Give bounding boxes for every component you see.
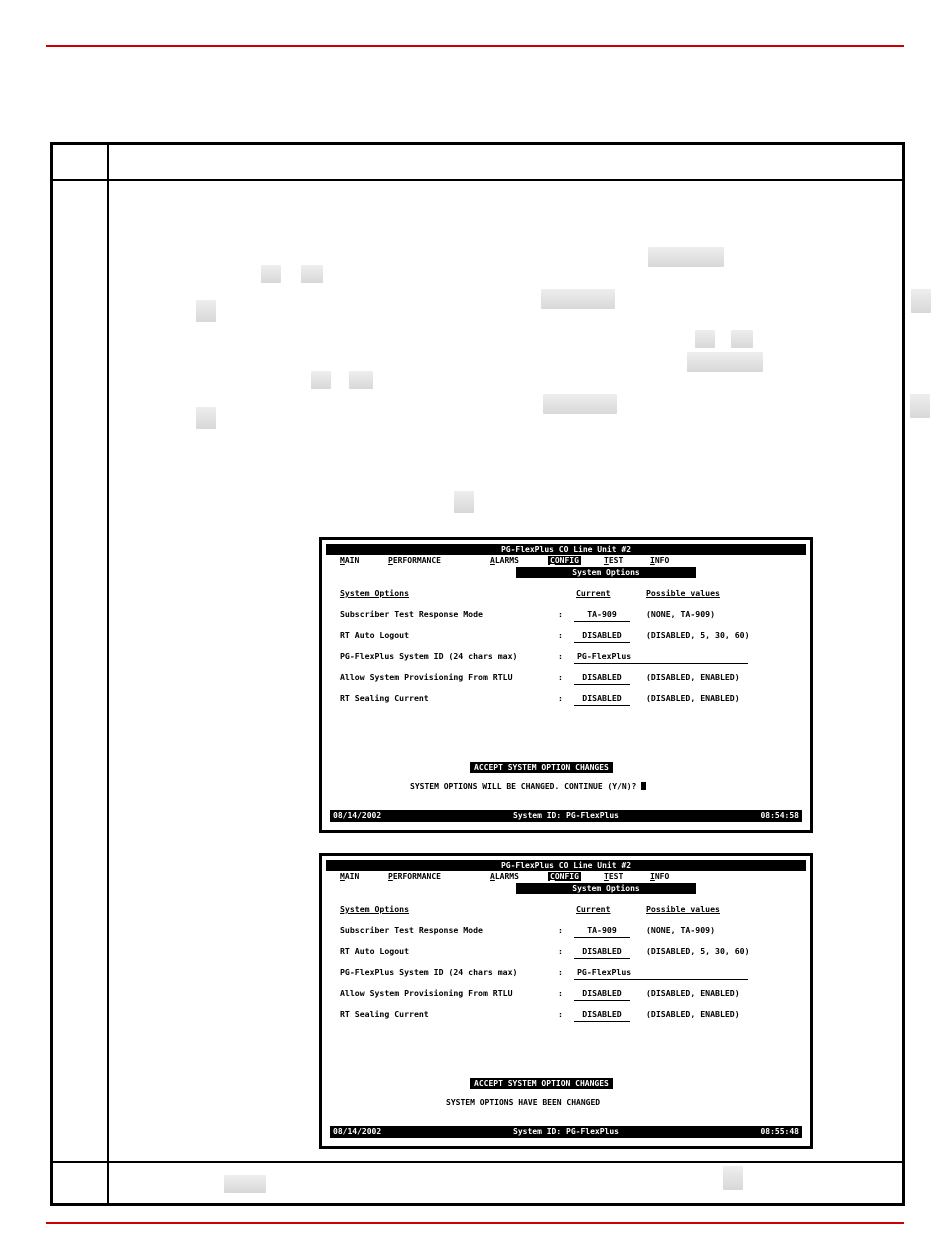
- option-possible-values: (DISABLED, 5, 30, 60): [646, 630, 750, 640]
- terminal-screenshot-confirm: [319, 537, 813, 833]
- column-header-section: System Options: [340, 588, 410, 598]
- menu-item-info[interactable]: INFO: [650, 872, 670, 881]
- redacted-text-block: [731, 330, 753, 348]
- option-possible-values: (DISABLED, ENABLED): [646, 693, 740, 703]
- status-bar: [330, 810, 802, 822]
- table-footer-row: [53, 1163, 902, 1203]
- header-content-cell: [109, 145, 902, 179]
- option-label: RT Sealing Current: [340, 693, 429, 703]
- option-possible-values: (DISABLED, ENABLED): [646, 988, 740, 998]
- option-row: [326, 609, 806, 630]
- option-possible-values: (DISABLED, ENABLED): [646, 672, 740, 682]
- document-table: [50, 142, 905, 1206]
- option-row: [326, 630, 806, 651]
- accept-system-option-changes-button[interactable]: ACCEPT SYSTEM OPTION CHANGES: [470, 1078, 613, 1089]
- submenu-system-options[interactable]: System Options: [516, 567, 696, 578]
- redacted-text-block: [349, 371, 373, 389]
- status-time: 08:54:58: [760, 811, 799, 820]
- redacted-text-block: [454, 491, 474, 513]
- option-label: RT Sealing Current: [340, 1009, 429, 1019]
- column-headers-row: [326, 588, 806, 609]
- redacted-text-block: [541, 289, 615, 309]
- column-header-current: Current: [576, 904, 611, 914]
- option-colon: :: [558, 925, 563, 935]
- option-colon: :: [558, 693, 563, 703]
- option-current-value[interactable]: PG-FlexPlus: [574, 967, 748, 980]
- menu-item-alarms[interactable]: ALARMS: [490, 872, 519, 881]
- option-current-value[interactable]: DISABLED: [574, 988, 630, 1001]
- footer-content-cell: [109, 1163, 902, 1203]
- menu-item-test[interactable]: TEST: [604, 556, 624, 565]
- menu-item-main[interactable]: MAIN: [340, 556, 360, 565]
- redacted-text-block: [311, 371, 331, 389]
- option-current-value[interactable]: TA-909: [574, 609, 630, 622]
- menu-item-performance[interactable]: PERFORMANCE: [388, 872, 441, 881]
- redacted-text-block: [543, 394, 617, 414]
- top-page-rule: [46, 45, 904, 47]
- status-system-id: System ID: PG-FlexPlus: [513, 1127, 619, 1136]
- redacted-text-block: [911, 289, 931, 313]
- column-headers-row: [326, 904, 806, 925]
- option-row: [326, 988, 806, 1009]
- body-content-cell: [109, 181, 902, 1161]
- footer-number-cell: [53, 1163, 109, 1203]
- redacted-text-block: [224, 1175, 266, 1193]
- option-possible-values: (DISABLED, 5, 30, 60): [646, 946, 750, 956]
- terminal-body: [326, 894, 806, 1030]
- option-possible-values: (NONE, TA-909): [646, 925, 716, 935]
- option-colon: :: [558, 672, 563, 682]
- table-header-row: [53, 145, 902, 181]
- option-possible-values: (NONE, TA-909): [646, 609, 716, 619]
- option-row: [326, 672, 806, 693]
- status-bar: [330, 1126, 802, 1138]
- text-caret: [641, 782, 646, 790]
- redacted-text-block: [687, 352, 763, 372]
- redacted-text-block: [648, 247, 724, 267]
- redacted-text-block: [196, 300, 216, 322]
- option-current-value[interactable]: DISABLED: [574, 946, 630, 959]
- option-row: [326, 946, 806, 967]
- option-colon: :: [558, 651, 563, 661]
- redacted-text-block: [301, 265, 323, 283]
- column-header-current: Current: [576, 588, 611, 598]
- option-colon: :: [558, 967, 563, 977]
- redacted-text-block: [261, 265, 281, 283]
- menu-item-info[interactable]: INFO: [650, 556, 670, 565]
- menu-item-config[interactable]: CONFIG: [550, 556, 579, 565]
- result-message: SYSTEM OPTIONS HAVE BEEN CHANGED: [446, 1098, 601, 1107]
- option-current-value[interactable]: TA-909: [574, 925, 630, 938]
- option-current-value[interactable]: DISABLED: [574, 693, 630, 706]
- option-possible-values: (DISABLED, ENABLED): [646, 1009, 740, 1019]
- option-row: [326, 693, 806, 714]
- redacted-text-block: [910, 394, 930, 418]
- option-row: [326, 967, 806, 988]
- option-current-value[interactable]: DISABLED: [574, 630, 630, 643]
- option-colon: :: [558, 609, 563, 619]
- terminal-menubar: [326, 555, 806, 567]
- option-label: Allow System Provisioning From RTLU: [340, 672, 513, 682]
- status-time: 08:55:48: [760, 1127, 799, 1136]
- option-label: Allow System Provisioning From RTLU: [340, 988, 513, 998]
- status-system-id: System ID: PG-FlexPlus: [513, 811, 619, 820]
- column-header-section: System Options: [340, 904, 410, 914]
- option-current-value[interactable]: PG-FlexPlus: [574, 651, 748, 664]
- status-date: 08/14/2002: [333, 811, 382, 820]
- option-label: PG-FlexPlus System ID (24 chars max): [340, 967, 518, 977]
- terminal-title: PG-FlexPlus CO Line Unit #2: [326, 860, 806, 871]
- option-label: RT Auto Logout: [340, 630, 410, 640]
- option-label: Subscriber Test Response Mode: [340, 609, 483, 619]
- terminal-body: [326, 578, 806, 714]
- option-row: [326, 1009, 806, 1030]
- option-colon: :: [558, 630, 563, 640]
- terminal-menubar: [326, 871, 806, 883]
- menu-item-main[interactable]: MAIN: [340, 872, 360, 881]
- status-date: 08/14/2002: [333, 1127, 382, 1136]
- header-number-cell: [53, 145, 109, 179]
- option-label: RT Auto Logout: [340, 946, 410, 956]
- option-colon: :: [558, 946, 563, 956]
- menu-item-config[interactable]: CONFIG: [550, 872, 579, 881]
- option-row: [326, 651, 806, 672]
- bottom-page-rule: [46, 1222, 904, 1224]
- redacted-text-block: [695, 330, 715, 348]
- option-colon: :: [558, 1009, 563, 1019]
- redacted-text-block: [196, 407, 216, 429]
- terminal-title: PG-FlexPlus CO Line Unit #2: [326, 544, 806, 555]
- option-current-value[interactable]: DISABLED: [574, 1009, 630, 1022]
- table-body-row: [53, 181, 902, 1163]
- column-header-possible: Possible values: [646, 588, 720, 598]
- column-header-possible: Possible values: [646, 904, 720, 914]
- menu-item-performance[interactable]: PERFORMANCE: [388, 556, 441, 565]
- option-colon: :: [558, 988, 563, 998]
- accept-system-option-changes-button[interactable]: ACCEPT SYSTEM OPTION CHANGES: [470, 762, 613, 773]
- body-number-cell: [53, 181, 109, 1161]
- option-label: Subscriber Test Response Mode: [340, 925, 483, 935]
- menu-item-test[interactable]: TEST: [604, 872, 624, 881]
- option-current-value[interactable]: DISABLED: [574, 672, 630, 685]
- confirm-prompt: SYSTEM OPTIONS WILL BE CHANGED. CONTINUE (Y/N)?: [410, 782, 646, 791]
- terminal-screenshot-changed: [319, 853, 813, 1149]
- option-label: PG-FlexPlus System ID (24 chars max): [340, 651, 518, 661]
- option-row: [326, 925, 806, 946]
- menu-item-alarms[interactable]: ALARMS: [490, 556, 519, 565]
- submenu-system-options[interactable]: System Options: [516, 883, 696, 894]
